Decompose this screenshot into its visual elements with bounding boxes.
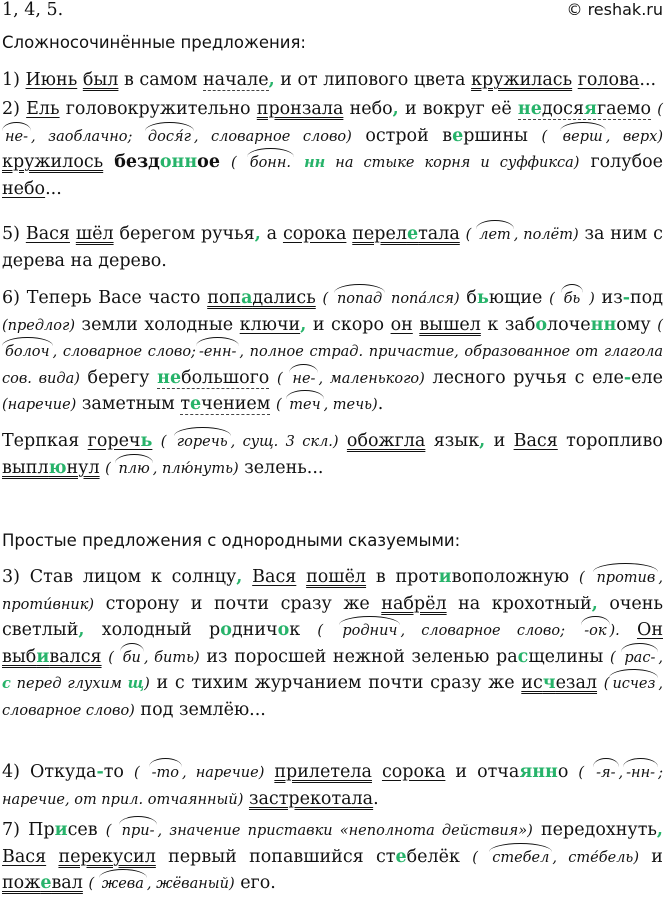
morpheme-mark: при- (119, 819, 158, 845)
predicate: пронзала (256, 99, 344, 119)
highlight: нн (171, 152, 198, 172)
morpheme-mark: против (593, 566, 658, 592)
subject: Вася (252, 567, 297, 587)
sentence-5: 5) Вася шёл берегом ручья, а сорока перелетала ( лет , полёт) за ним с дерева на дерево. (2, 224, 663, 271)
morpheme-mark: -ок (581, 619, 609, 645)
morpheme-mark: -то (149, 761, 182, 787)
highlight: о (220, 620, 232, 640)
subject: Вася (2, 846, 47, 867)
highlight: - (622, 288, 631, 308)
sentence-1 (2, 68, 663, 94)
sentence-number: 3) (2, 567, 20, 587)
morpheme-mark: не- (2, 125, 31, 151)
morpheme-mark: попад (334, 287, 385, 313)
highlight: нн (590, 314, 617, 335)
highlight: е (40, 873, 52, 893)
predicate: набрёл (381, 593, 447, 614)
morpheme-mark: жева (99, 872, 147, 898)
morpheme-mark: лет (476, 223, 514, 249)
sentence-number: 6) (2, 288, 20, 308)
morpheme-mark: рас- (621, 646, 658, 672)
highlight: я (519, 762, 533, 782)
sentence-number: 1) (2, 70, 20, 90)
highlight: нн (304, 154, 326, 171)
highlight: не (517, 99, 542, 119)
morpheme-mark: теч (286, 393, 323, 419)
predicate: вышел (419, 314, 481, 335)
highlight: ь (140, 431, 153, 451)
sentence-2: 2) Ель головокружительно пронзала небо, и вокруг её недосяягаемо ( не- , заоблачно; дося́г , словарное слово) острой вершины ( верш , верх) кружилось бездонное ( бонн. нн на стыке корня и суффикса) голубое небо... (2, 99, 663, 199)
subject: небо (2, 178, 46, 199)
comma-mark: , (268, 70, 275, 90)
morpheme-mark: бонн. (247, 151, 294, 177)
morpheme-mark: бь (561, 287, 584, 313)
morpheme-mark: -енн- (196, 340, 239, 366)
highlight: е (452, 125, 464, 146)
predicate: шёл (75, 224, 114, 244)
exercise-numbers: 1, 4, 5. (2, 0, 64, 20)
subject: сорока (282, 224, 347, 244)
highlight: - (96, 762, 104, 782)
comma-mark: , (392, 99, 399, 119)
predicate: кружилась (471, 70, 573, 90)
subject: ключи (239, 314, 301, 335)
text: небо (349, 99, 393, 119)
morpheme-mark: не- (289, 367, 318, 393)
ellipsis: ... (639, 70, 657, 90)
comma-mark: , (656, 820, 663, 840)
highlight: о (535, 314, 548, 335)
adverbial: начале (203, 70, 269, 90)
subject: Июнь (25, 70, 78, 90)
header (2, 0, 663, 22)
subject: сорока (381, 762, 446, 782)
highlight: ю (48, 457, 67, 478)
highlight: и (36, 646, 50, 667)
predicate: пошёл (306, 567, 367, 587)
subject: Ель (26, 99, 60, 119)
morpheme-mark: стебел (489, 846, 552, 872)
highlight: с (517, 646, 529, 667)
subject: голова (577, 70, 640, 90)
morpheme-mark: роднич (339, 619, 400, 645)
morpheme-mark: горечь (174, 430, 231, 456)
text: головокружительно (65, 99, 251, 119)
watermark: © reshak.ru (566, 0, 663, 19)
morpheme-mark: би (120, 646, 144, 672)
sentence-7: 7) Присев ( при- , значение приставки «неполнота действия») передохнуть, Вася перекусил первый попавшийся стебелёк ( стебел , сте́бель) и пожевал ( жева , жёваный) его. (2, 818, 663, 898)
highlight: а (241, 288, 253, 308)
sentence-4: 4) Откуда-то ( -то , наречие) прилетела сорока и отчаянно ( -я- , -нн- ; наречие, от прил. отчаянный) застрекотала. (2, 762, 663, 809)
highlight: нн (532, 762, 558, 782)
subject: Вася (513, 431, 558, 451)
sentence-6: 6) Теперь Васе часто попадались ( попад попа́лся) бьющие ( бь ) из-под (предлог) земли холодные ключи, и скоро он вышел к заболоченному (болоч , словарное слово; -енн- , полное страд. причастие, образованное от глагола сов. вида) берегу небольшого ( не- , маленького) лесного ручья с еле-еле (наречие) заметным течением ( теч , течь). (2, 286, 663, 419)
sentence-3: 3) Став лицом к солнцу, Вася пошёл в противоположную ( против , проти́вник) сторону и почти сразу же набрёл на крохотный, очень светлый, холодный родничок ( роднич , словарное слово; -ок ). Он выбивался ( би , бить) из поросшей нежной зеленью расщелины ( рас- , с перед глухим щ) и с тихим журчанием почти сразу же исчезал ( исчез , словарное слово) под землёю... (2, 567, 664, 720)
predicate: перекусил (58, 846, 156, 867)
comma-mark: , (236, 567, 243, 587)
text: и вокруг её (404, 99, 512, 119)
sentence-number: 2) (2, 99, 20, 119)
morpheme-mark: верш (560, 125, 606, 151)
highlight: и (438, 567, 452, 587)
morpheme-mark: исчез (609, 672, 658, 698)
highlight: е (190, 394, 202, 414)
comma-mark: , (479, 431, 486, 451)
highlight: - (623, 367, 632, 388)
predicate: прилетела (274, 762, 372, 782)
text: в самом (124, 70, 198, 90)
predicate: застрекотала (248, 788, 374, 809)
highlight: е (395, 846, 407, 867)
morpheme-mark: болоч (2, 340, 53, 366)
predicate: был (82, 70, 119, 90)
morpheme-mark: плю (115, 457, 152, 483)
sentence-6b: Терпкая горечь ( горечь , сущ. 3 скл.) обожгла язык, и Вася торопливо выплюнул ( плю , плю́нуть) зелень... (2, 429, 663, 482)
sentence-number: 5) (2, 224, 20, 244)
morpheme-mark: -нн- (623, 761, 658, 787)
morpheme-mark: дося́г (145, 125, 194, 151)
predicate: кружилось (2, 152, 104, 172)
section-title-compound: Сложносочинённые предложения: (2, 33, 306, 52)
subject: Вася (25, 224, 70, 244)
highlight: ь (476, 288, 489, 308)
highlight: и (54, 820, 68, 840)
text: и от липового цвета (280, 70, 466, 90)
comma-mark: , (254, 224, 261, 244)
highlight: е (406, 224, 419, 244)
comma-mark: , (300, 314, 307, 335)
subject: он (390, 314, 413, 335)
sentence-number: 4) (2, 762, 20, 782)
highlight: ч (542, 673, 556, 693)
sentence-number: 7) (2, 820, 20, 840)
highlight: не (157, 367, 182, 388)
subject: Он (636, 620, 663, 640)
comma-mark: , (591, 593, 598, 614)
predicate: обожгла (346, 431, 426, 451)
highlight: о (159, 152, 172, 172)
comma-mark: , (78, 620, 85, 640)
morpheme-mark: -я- (593, 761, 618, 787)
section-title-homogeneous: Простые предложения с однородными сказуемыми: (2, 531, 461, 550)
highlight: о (277, 620, 290, 640)
highlight: я (584, 99, 597, 119)
